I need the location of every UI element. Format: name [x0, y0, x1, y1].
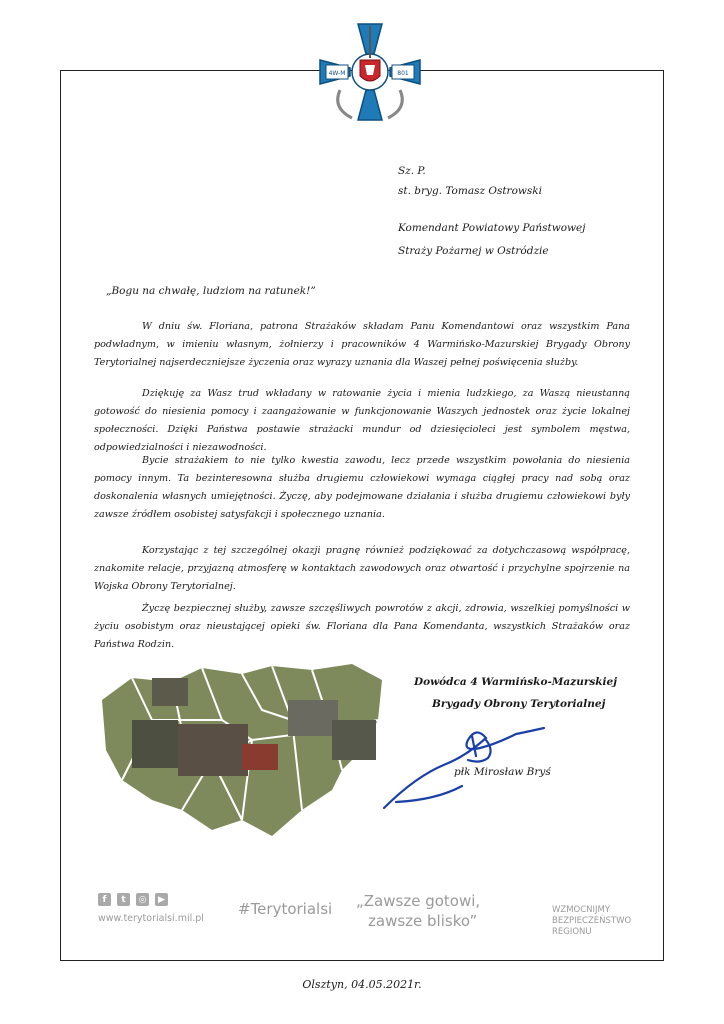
hashtag: #Terytorialsi — [238, 900, 333, 918]
region-map-illustration — [92, 660, 392, 840]
paragraph-3: Bycie strażakiem to nie tylko kwestia zawodu, lecz przede wszystkim powołania do niesienia pomocy innym. Ta bezinteresowna służba drugiemu człowiekowi wymaga ciągłej pracy nad sobą oraz doskonalenia własnych umiejętności. Życzę, aby podejmowane działania i służba drugiemu człowiekowi były zawsze źródłem osobistej satysfakcji i społecznego uznania. — [94, 455, 630, 520]
letter-date: Olsztyn, 04.05.2021r. — [302, 978, 422, 991]
paragraph-2: Dziękuję za Wasz trud wkładany w ratowanie życia i mienia ludzkiego, za Waszą nieustanną gotowość do niesienia pomocy i zaangażowanie w funkcjonowanie Waszych jednostek oraz życie lokalnej społeczności. Dzięki Państwa postawie strażacki mundur od dziesięcioleci jest symbolem męstwa, odpowiedzialności i niezawodności. — [94, 388, 630, 453]
campaign-line3: REGIONU — [552, 927, 592, 937]
recipient-position-line2: Straży Pożarnej w Ostródzie — [398, 245, 549, 257]
slogan-line2: zawsze blisko” — [368, 912, 478, 930]
paragraph-4: Korzystając z tej szczególnej okazji pragnę również podziękować za dotychczasową współpracę, znakomite relacje, przyjazną atmosferę w kontaktach zawodowych oraz otwartość i przychylne spojrzenie na Wojska Obrony Terytorialnej. — [94, 545, 630, 592]
twitter-icon[interactable]: t — [117, 893, 130, 906]
signature-title-line1: Dowódca 4 Warmińsko-Mazurskiej — [414, 676, 618, 688]
motto: „Bogu na chwałę, ludziom na ratunek!” — [106, 285, 316, 297]
recipient-position-line1: Komendant Powiatowy Państwowej — [398, 222, 586, 234]
campaign-text — [552, 905, 631, 938]
territorial-defence-emblem-icon — [318, 20, 422, 124]
instagram-icon[interactable]: ◎ — [136, 893, 149, 906]
paragraph-5: Życzę bezpiecznej służby, zawsze szczęśliwych powrotów z akcji, zdrowia, wszelkiej pomyślności w życiu osobistym oraz nieustającej opieki św. Floriana dla Pana Komendanta, wszystkich Strażaków oraz Państwa Rodzin. — [94, 603, 630, 650]
website-link[interactable]: www.terytorialsi.mil.pl — [98, 913, 204, 924]
emblem-left-text: 4W-M — [328, 70, 346, 77]
recipient-name: st. bryg. Tomasz Ostrowski — [398, 185, 542, 197]
signature-title-line2: Brygady Obrony Terytorialnej — [432, 698, 606, 710]
facebook-icon[interactable]: f — [98, 893, 111, 906]
recipient-salutation: Sz. P. — [398, 165, 426, 177]
social-icons — [98, 893, 168, 906]
paragraph-1: W dniu św. Floriana, patrona Strażaków składam Panu Komendantowi oraz wszystkim Pana podwładnym, w imieniu własnym, żołnierzy i pracowników 4 Warmińsko-Mazurskiej Brygady Obrony Terytorialnej najserdeczniejsze życzenia oraz wyrazy uznania dla Waszej pełnej poświęcenia służby. — [94, 321, 630, 368]
campaign-line2: BEZPIECZEŃSTWO — [552, 916, 632, 926]
youtube-icon[interactable]: ▶ — [155, 893, 168, 906]
slogan-line1: „Zawsze gotowi, — [356, 892, 481, 910]
campaign-line1: WZMOCNIJMY — [552, 905, 611, 915]
signature-name: płk Mirosław Bryś — [454, 766, 551, 778]
emblem-right-text: 801 — [397, 70, 409, 77]
